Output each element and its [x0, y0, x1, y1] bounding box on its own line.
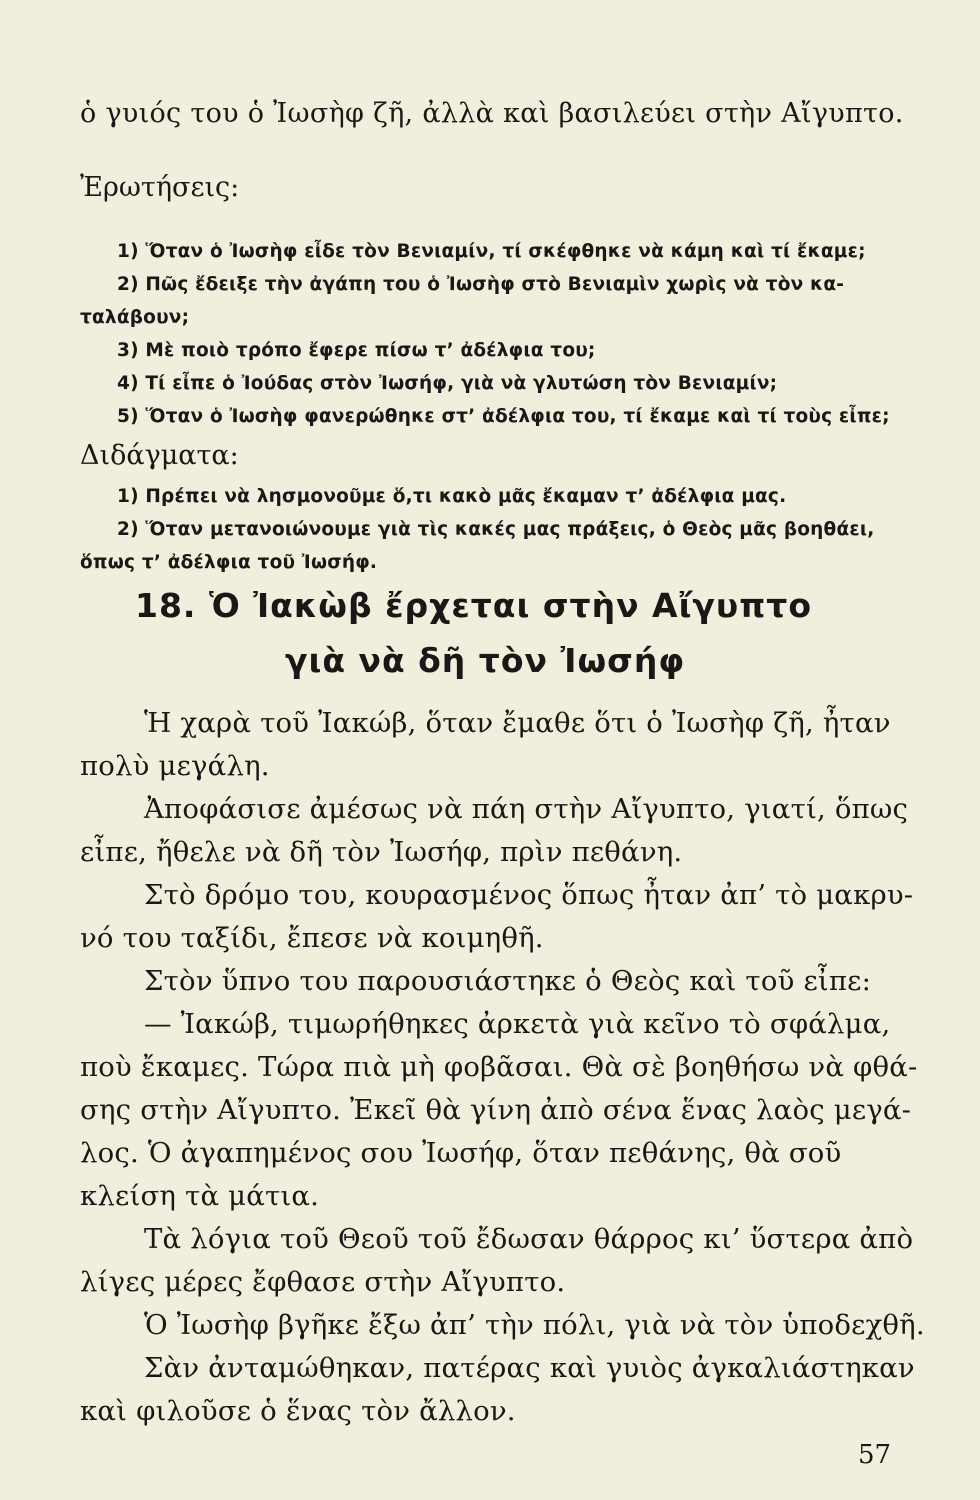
question-line: ταλάβουν;	[80, 307, 190, 328]
body-line: Τὰ λόγια τοῦ Θεοῦ τοῦ ἔδωσαν θάρρος κι’ ὕστερα ἀπὸ	[144, 1223, 914, 1255]
body-line: νό του ταξίδι, ἔπεσε νὰ κοιμηθῆ.	[80, 922, 544, 954]
lessons-heading: Διδάγματα:	[80, 440, 239, 471]
body-line: πολὺ μεγάλη.	[80, 750, 270, 782]
body-line: Ἀποφάσισε ἀμέσως νὰ πάη στὴν Αἴγυπτο, γιατί, ὅπως	[144, 793, 909, 825]
question-line: 1) Ὅταν ὁ Ἰωσὴφ εἶδε τὸν Βενιαμίν, τί σκέφθηκε νὰ κάμη καὶ τί ἔκαμε;	[117, 241, 866, 262]
body-line: λίγες μέρες ἔφθασε στὴν Αἴγυπτο.	[80, 1266, 566, 1298]
question-line: 4) Τί εἶπε ὁ Ἰούδας στὸν Ἰωσήφ, γιὰ νὰ γλυτώση τὸν Βενιαμίν;	[117, 373, 778, 394]
chapter-title-line2: γιὰ νὰ δῆ τὸν Ἰωσήφ	[285, 641, 686, 680]
questions-heading: Ἐρωτήσεις:	[80, 172, 240, 203]
body-line: Στὸν ὕπνο του παρουσιάστηκε ὁ Θεὸς καὶ τοῦ εἶπε:	[144, 965, 872, 997]
body-line: καὶ φιλοῦσε ὁ ἕνας τὸν ἄλλον.	[80, 1395, 516, 1427]
body-line: εἶπε, ἤθελε νὰ δῆ τὸν Ἰωσήφ, πρὶν πεθάνη.	[80, 836, 683, 868]
body-line: κλείση τὰ μάτια.	[80, 1180, 320, 1212]
body-line: Ἡ χαρὰ τοῦ Ἰακώβ, ὅταν ἔμαθε ὅτι ὁ Ἰωσὴφ ζῆ, ἦταν	[144, 707, 891, 739]
body-line: ποὺ ἔκαμες. Τώρα πιὰ μὴ φοβᾶσαι. Θὰ σὲ βοηθήσω νὰ φθά-	[80, 1051, 918, 1083]
question-line: 3) Μὲ ποιὸ τρόπο ἔφερε πίσω τ’ ἀδέλφια του;	[117, 340, 596, 361]
body-line: Ὁ Ἰωσὴφ βγῆκε ἔξω ἀπ’ τὴν πόλι, γιὰ νὰ τὸν ὑποδεχθῆ.	[144, 1309, 925, 1341]
body-line: σης στὴν Αἴγυπτο. Ἐκεῖ θὰ γίνη ἀπὸ σένα ἕνας λαὸς μεγά-	[80, 1094, 912, 1126]
question-line: 2) Πῶς ἔδειξε τὴν ἀγάπη του ὁ Ἰωσὴφ στὸ Βενιαμὶν χωρὶς νὰ τὸν κα-	[117, 274, 845, 295]
body-line: Στὸ δρόμο του, κουρασμένος ὅπως ἦταν ἀπ’ τὸ μακρυ-	[144, 879, 914, 911]
lesson-line: 1) Πρέπει νὰ λησμονοῦμε ὅ,τι κακὸ μᾶς ἔκαμαν τ’ ἀδέλφια μας.	[117, 486, 787, 507]
body-line: — Ἰακώβ, τιμωρήθηκες ἀρκετὰ γιὰ κεῖνο τὸ σφάλμα,	[144, 1008, 891, 1040]
page-number: 57	[858, 1440, 892, 1470]
body-line: Σὰν ἀνταμώθηκαν, πατέρας καὶ γυιὸς ἀγκαλιάστηκαν	[144, 1352, 915, 1384]
body-line: λος. Ὁ ἀγαπημένος σου Ἰωσήφ, ὅταν πεθάνης, θὰ σοῦ	[80, 1137, 842, 1169]
intro-line: ὁ γυιός του ὁ Ἰωσὴφ ζῆ, ἀλλὰ καὶ βασιλεύει στὴν Αἴγυπτο.	[80, 98, 904, 129]
question-line-5: 5) Ὅταν ὁ Ἰωσὴφ φανερώθηκε στ’ ἀδέλφια του, τί ἔκαμε καὶ τί τοὺς εἶπε;	[117, 406, 890, 427]
lesson-line: ὅπως τ’ ἀδέλφια τοῦ Ἰωσήφ.	[80, 552, 378, 573]
lesson-line: 2) Ὅταν μετανοιώνουμε γιὰ τὶς κακές μας πράξεις, ὁ Θεὸς μᾶς βοηθάει,	[117, 519, 875, 540]
chapter-title-line1: 18. Ὁ Ἰακὼβ ἔρχεται στὴν Αἴγυπτο	[135, 586, 813, 625]
